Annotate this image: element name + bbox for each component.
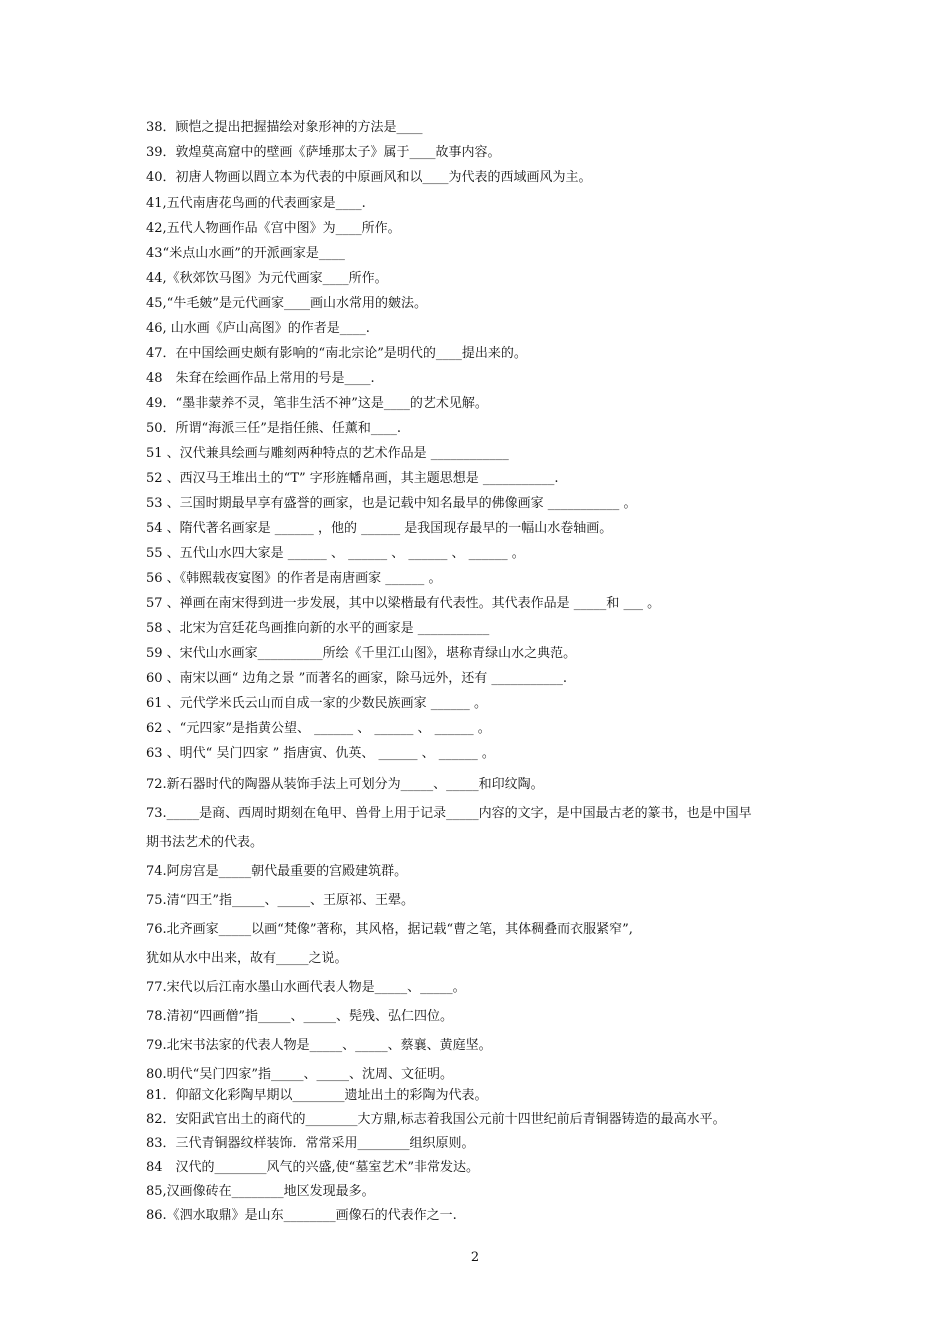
question-line: 42,五代人物画作品《宫中图》为____所作。 xyxy=(146,221,401,236)
question-line: 45,“牛毛皴”是元代画家____画山水常用的皴法。 xyxy=(146,296,427,311)
question-line: 52 、西汉马王堆出土的“T” 字形旌幡帛画，其主题思想是 ___________. xyxy=(146,471,559,486)
question-line: 59 、宋代山水画家__________所绘《千里江山图》，堪称青绿山水之典范。 xyxy=(146,646,577,661)
question-line: 44,《秋郊饮马图》为元代画家____所作。 xyxy=(146,271,388,286)
question-line: 51 、汉代兼具绘画与雕刻两种特点的艺术作品是 ____________ xyxy=(146,446,509,461)
question-line: 73._____是商、西周时期刻在龟甲、兽骨上用于记录_____内容的文字，是中国最古老的篆书，也是中国早 xyxy=(146,806,752,821)
question-line: 63 、明代“ 吴门四家 ” 指唐寅、仇英、 ______ 、 ______ 。 xyxy=(146,746,495,761)
question-line: 期书法艺术的代表。 xyxy=(146,835,264,850)
question-line: 72.新石器时代的陶器从装饰手法上可划分为_____、_____和印纹陶。 xyxy=(146,777,544,792)
question-line: 58 、北宋为宫廷花鸟画推向新的水平的画家是 ___________ xyxy=(146,621,490,636)
question-line: 78.清初“四画僧”指_____、_____、髡残、弘仁四位。 xyxy=(146,1009,453,1024)
question-line: 80.明代“吴门四家”指_____、_____、沈周、文征明。 xyxy=(146,1067,453,1082)
question-line: 60 、南宋以画“ 边角之景 ”而著名的画家，除马远外，还有 ___________. xyxy=(146,671,567,686)
question-line: 56 、《韩熙载夜宴图》的作者是南唐画家 ______ 。 xyxy=(146,571,442,586)
question-line: 43“米点山水画”的开派画家是____ xyxy=(146,246,345,261)
question-line: 55 、五代山水四大家是 ______ 、 ______ 、 ______ 、 ______ 。 xyxy=(146,546,525,561)
question-line: 84 汉代的________风气的兴盛,使“墓室艺术”非常发达。 xyxy=(146,1160,479,1175)
question-line: 77.宋代以后江南水墨山水画代表人物是_____、_____。 xyxy=(146,980,466,995)
question-line: 79.北宋书法家的代表人物是_____、_____、蔡襄、黄庭坚。 xyxy=(146,1038,492,1053)
question-line: 61 、元代学米氏云山而自成一家的少数民族画家 ______ 。 xyxy=(146,696,487,711)
question-line: 62 、“元四家”是指黄公望、 ______ 、 ______ 、 ______ 。 xyxy=(146,721,491,736)
question-line: 85,汉画像砖在________地区发现最多。 xyxy=(146,1184,375,1199)
question-line: 82．安阳武官出土的商代的________大方鼎,标志着我国公元前十四世纪前后青铜器铸造的最高水平。 xyxy=(146,1112,726,1127)
question-line: 81．仰韶文化彩陶早期以________遗址出土的彩陶为代表。 xyxy=(146,1088,488,1103)
question-line: 74.阿房宫是_____朝代最重要的宫殿建筑群。 xyxy=(146,864,408,879)
question-line: 50．所谓“海派三任”是指任熊、任薰和____. xyxy=(146,421,401,436)
question-line: 48 朱耷在绘画作品上常用的号是____. xyxy=(146,371,375,386)
page-number: 2 xyxy=(470,1250,480,1265)
question-line: 86.《泗水取鼎》是山东________画像石的代表作之一. xyxy=(146,1208,457,1223)
question-line: 41,五代南唐花鸟画的代表画家是____. xyxy=(146,196,366,211)
question-line: 40．初唐人物画以閰立本为代表的中原画风和以____为代表的西域画风为主。 xyxy=(146,170,592,185)
question-line: 46, 山水画《庐山高图》的作者是____. xyxy=(146,321,370,336)
question-line: 39．敦煌莫高窟中的壁画《萨埵那太子》属于____故事内容。 xyxy=(146,145,501,160)
question-line: 53 、三国时期最早享有盛誉的画家，也是记载中知名最早的佛像画家 ___________ 。 xyxy=(146,496,637,511)
question-line: 49．“墨非蒙养不灵，笔非生活不神”这是____的艺术见解。 xyxy=(146,396,488,411)
question-line: 76.北齐画家_____以画“梵像”著称，其风格，据记载“曹之笔，其体稠叠而衣服紧窄”, xyxy=(146,922,633,937)
question-line: 75.清“四王”指_____、_____、王原祁、王翚。 xyxy=(146,893,414,908)
question-line: 47．在中国绘画史颇有影响的“南北宗论”是明代的____提出来的。 xyxy=(146,346,527,361)
question-line: 54 、隋代著名画家是 ______ ，他的 ______ 是我国现存最早的一幅山水卷轴画。 xyxy=(146,521,613,536)
question-line: 犹如从水中出来，故有_____之说。 xyxy=(146,951,348,966)
question-line: 38．顾恺之提出把握描绘对象形神的方法是____ xyxy=(146,120,423,135)
question-line: 57 、禅画在南宋得到进一步发展，其中以梁楷最有代表性。其代表作品是 _____和 ___ 。 xyxy=(146,596,661,611)
question-line: 83．三代青铜器纹样装饰．常常采用________组织原则。 xyxy=(146,1136,475,1151)
